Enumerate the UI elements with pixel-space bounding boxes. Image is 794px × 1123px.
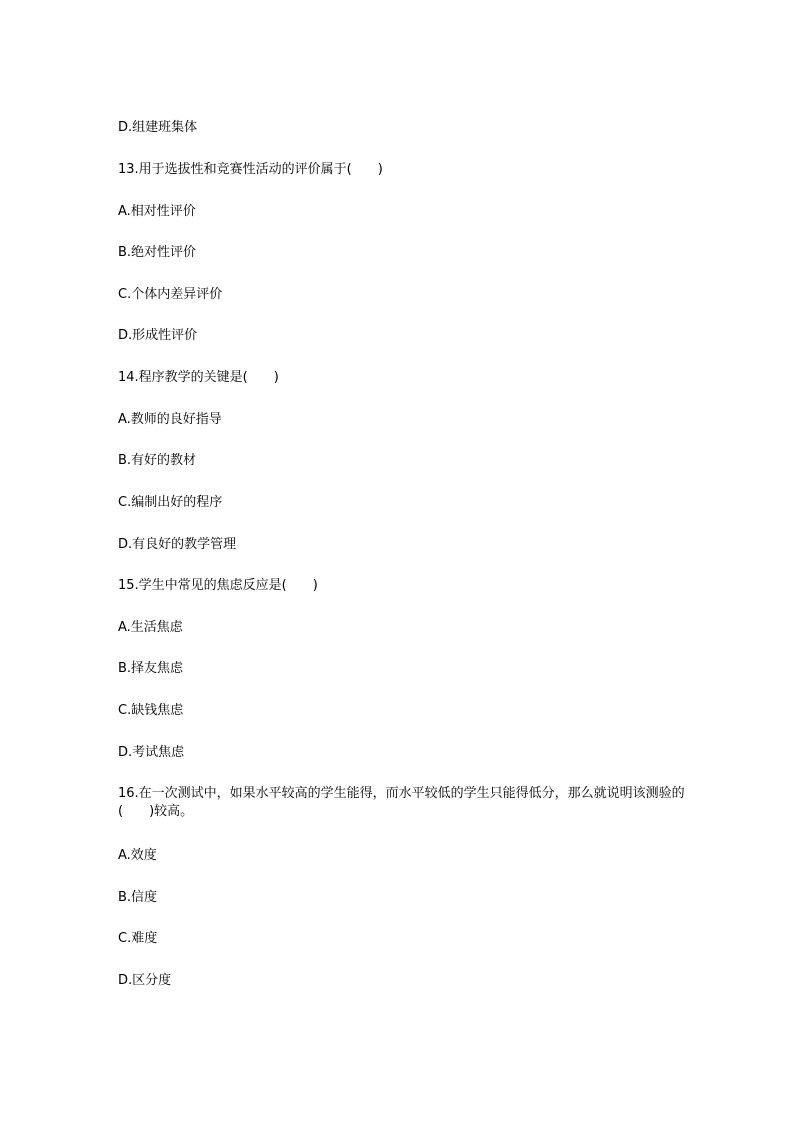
option-d-q12: D.组建班集体 — [118, 120, 198, 135]
option-a-q13: A.相对性评价 — [118, 204, 196, 219]
option-d-q14: D.有良好的教学管理 — [118, 537, 237, 552]
option-b-q16: B.信度 — [118, 890, 158, 905]
option-c-q13: C.个体内差异评价 — [118, 287, 223, 302]
option-b-q13: B.绝对性评价 — [118, 245, 197, 260]
option-d-q16: D.区分度 — [118, 973, 172, 988]
option-c-q16: C.难度 — [118, 931, 158, 946]
option-b-q14: B.有好的教材 — [118, 453, 197, 468]
option-a-q16: A.效度 — [118, 848, 157, 863]
question-15: 15.学生中常见的焦虑反应是( ) — [118, 578, 318, 593]
question-16: 16.在一次测试中，如果水平较高的学生能得，而水平较低的学生只能得低分，那么就说明该测验的( )较高。 — [118, 786, 685, 819]
option-c-q14: C.编制出好的程序 — [118, 495, 223, 510]
option-d-q13: D.形成性评价 — [118, 328, 198, 343]
option-c-q15: C.缺钱焦虑 — [118, 703, 184, 718]
option-b-q15: B.择友焦虑 — [118, 661, 184, 676]
option-a-q14: A.教师的良好指导 — [118, 412, 222, 427]
option-a-q15: A.生活焦虑 — [118, 620, 183, 635]
question-14: 14.程序教学的关键是( ) — [118, 370, 279, 385]
option-d-q15: D.考试焦虑 — [118, 745, 185, 760]
question-13: 13.用于选拔性和竞赛性活动的评价属于( ) — [118, 162, 383, 177]
